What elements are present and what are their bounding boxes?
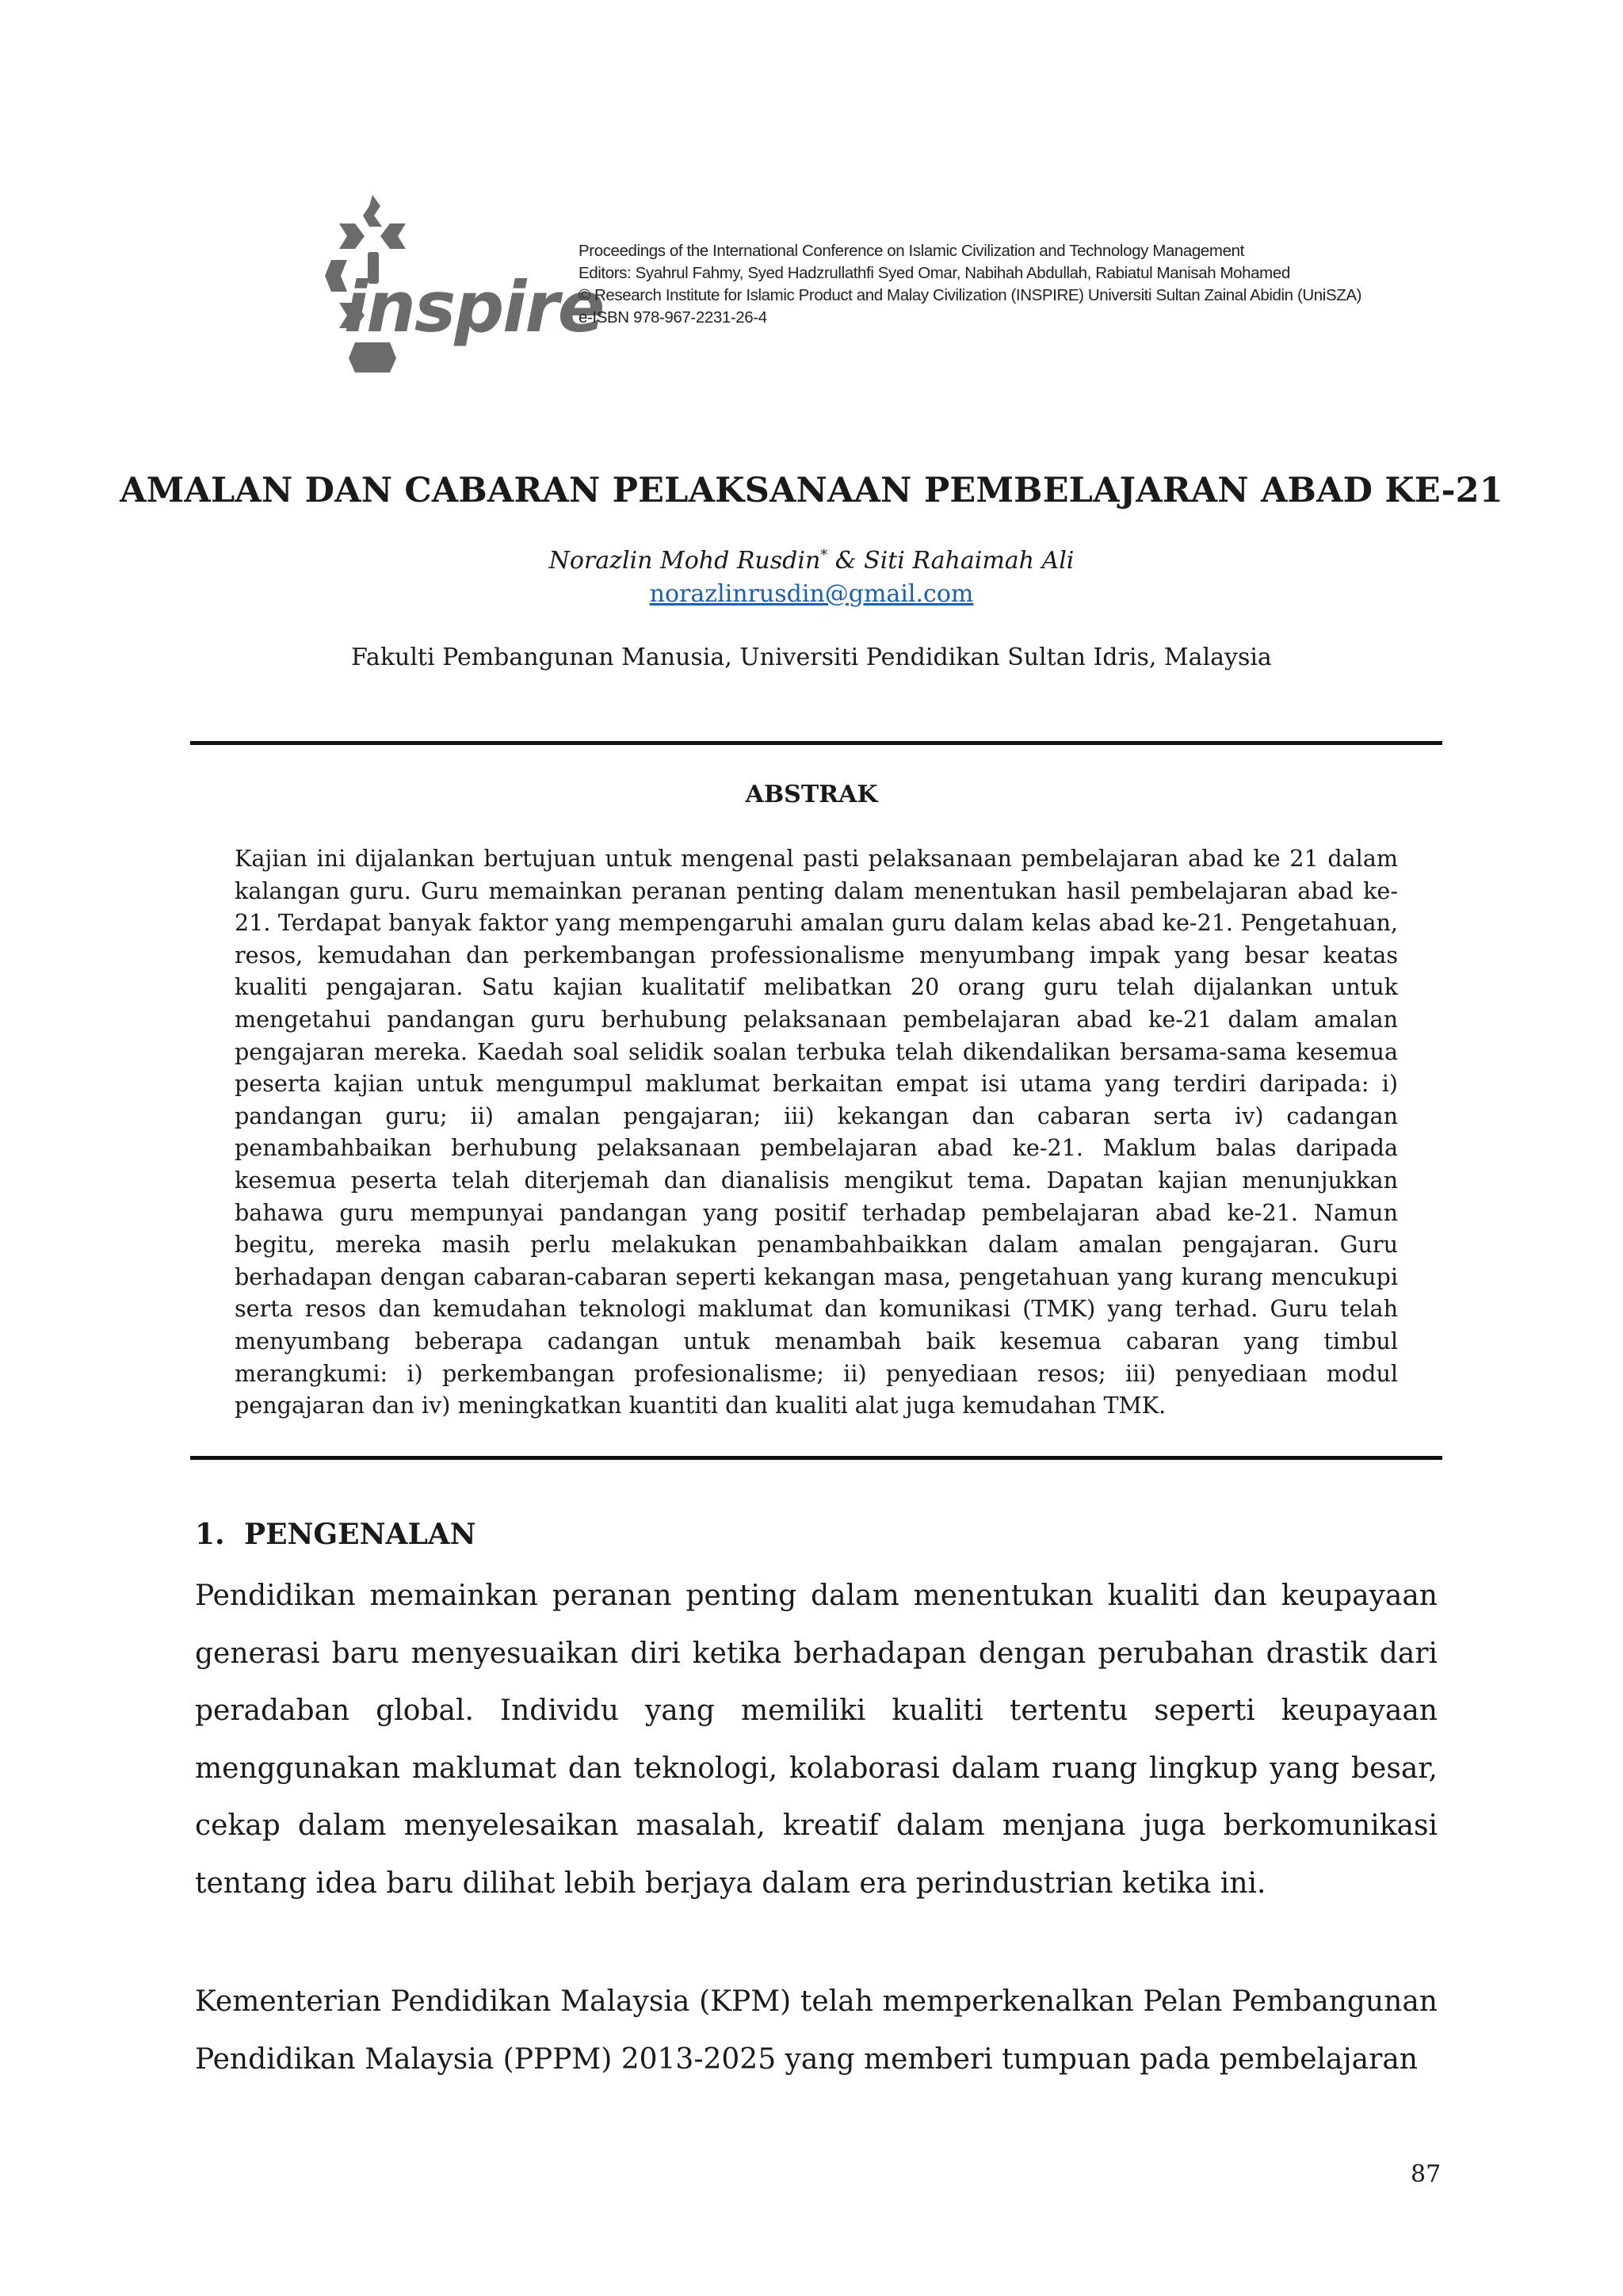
paper-title: AMALAN DAN CABARAN PELAKSANAAN PEMBELAJARAN ABAD KE-21 bbox=[120, 471, 1503, 510]
author-1: Norazlin Mohd Rusdin bbox=[548, 547, 821, 575]
abstract-bottom-rule bbox=[190, 1456, 1442, 1460]
proceedings-line: Proceedings of the International Conference on Islamic Civilization and Technology Management bbox=[579, 242, 1244, 260]
isbn-line: e-ISBN 978-967-2231-26-4 bbox=[579, 308, 767, 327]
editors-line: Editors: Syahrul Fahmy, Syed Hadzrullathfi Syed Omar, Nabihah Abdullah, Rabiatul Manisah Mohamed bbox=[579, 264, 1290, 282]
section-title: PENGENALAN bbox=[244, 1518, 476, 1551]
section-heading bbox=[195, 1518, 476, 1551]
page-number: 87 bbox=[1411, 2160, 1442, 2188]
copyright-line: © Research Institute for Islamic Product and Malay Civilization (INSPIRE) Universiti Sultan Zainal Abidin (UniSZA) bbox=[579, 286, 1362, 304]
inspire-logo bbox=[323, 192, 604, 376]
section-number: 1. bbox=[195, 1518, 225, 1551]
inspire-logo-graphic bbox=[323, 192, 604, 376]
abstract-top-rule bbox=[190, 741, 1442, 745]
body-paragraph-1: Pendidikan memainkan peranan penting dalam menentukan kualiti dan keupayaan generasi baru menyesuaikan diri ketika berhadapan dengan perubahan drastik dari peradaban global. Individu yang memiliki kualiti tertentu seperti keupayaan menggunakan maklumat dan teknologi, kolaborasi dalam ruang lingkup yang besar, cekap dalam menyelesaikan masalah, kreatif dalam menjana juga berkomunikasi tentang idea baru dilihat lebih berjaya dalam era perindustrian ketika ini. bbox=[195, 1580, 1438, 1900]
email-link[interactable]: norazlinrusdin@gmail.com bbox=[649, 580, 974, 608]
abstract-text: Kajian ini dijalankan bertujuan untuk mengenal pasti pelaksanaan pembelajaran abad ke 21 dalam kalangan guru. Guru memainkan peranan penting dalam menentukan hasil pembelajaran abad ke-21. Terdapat banyak faktor yang mempengaruhi amalan guru dalam kelas abad ke-21. Pengetahuan, resos, kemudahan dan perkembangan professionalisme menyumbang impak yang besar keatas kualiti pengajaran. Satu kajian kualitatif melibatkan 20 orang guru telah dijalankan untuk mengetahui pandangan guru berhubung pelaksanaan pembelajaran abad ke-21 dalam amalan pengajaran mereka. Kaedah soal selidik soalan terbuka telah dikendalikan bersama-sama kesemua peserta kajian untuk mengumpul maklumat berkaitan empat isi utama yang terdiri daripada: i) pandangan guru; ii) amalan pengajaran; iii) kekangan dan cabaran serta iv) cadangan penambahbaikan berhubung pelaksanaan pembelajaran abad ke-21. Maklum balas daripada kesemua peserta telah diterjemah dan dianalisis mengikut tema. Dapatan kajian menunjukkan bahawa guru mempunyai pandangan yang positif terhadap pembelajaran abad ke-21. Namun begitu, mereka masih perlu melakukan penambahbaikkan dalam amalan pengajaran. Guru berhadapan dengan cabaran-cabaran seperti kekangan masa, pengetahuan yang kurang mencukupi serta resos dan kemudahan teknologi maklumat dan komunikasi (TMK) yang terhad. Guru telah menyumbang beberapa cadangan untuk menambah baik kesemua cabaran yang timbul merangkumi: i) perkembangan profesionalisme; ii) penyediaan resos; iii) penyediaan modul pengajaran dan iv) meningkatkan kuantiti dan kualiti alat juga kemudahan TMK. bbox=[235, 845, 1398, 1419]
logo-wordmark: inspire bbox=[344, 266, 604, 348]
body-paragraph-2: Kementerian Pendidikan Malaysia (KPM) telah memperkenalkan Pelan Pembangunan Pendidikan Malaysia (PPPM) 2013-2025 yang memberi tumpuan pada pembelajaran bbox=[195, 1985, 1438, 2076]
corresponding-author-mark: * bbox=[820, 547, 828, 563]
authors bbox=[0, 547, 1623, 575]
proceedings-info bbox=[579, 240, 1482, 329]
abstract-heading: ABSTRAK bbox=[745, 781, 878, 808]
affiliation: Fakulti Pembangunan Manusia, Universiti Pendidikan Sultan Idris, Malaysia bbox=[351, 644, 1272, 671]
author-email bbox=[0, 580, 1623, 608]
author-2: & Siti Rahaimah Ali bbox=[827, 547, 1075, 575]
